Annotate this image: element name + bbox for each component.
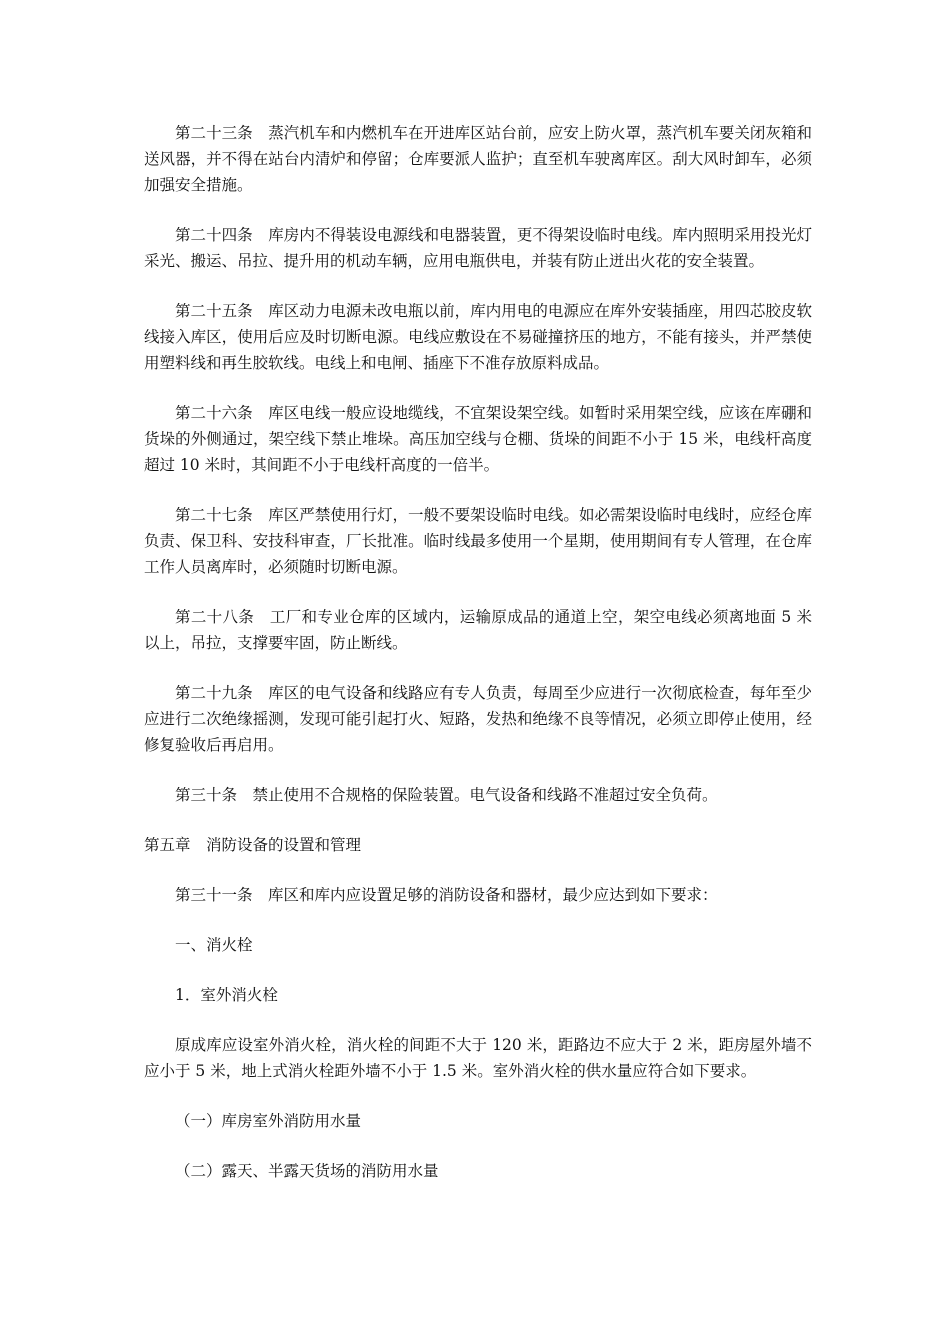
article-26-paragraph: 第二十六条 库区电线一般应设地缆线，不宜架设架空线。如暂时采用架空线，应该在库硼和货垛的外侧通过，架空线下禁止堆垛。高压加空线与仓棚、货垛的间距不小于 15 米，电线杆高度超过 10 米时，其间距不小于电线杆高度的一倍半。 xyxy=(144,404,812,474)
item-warehouse-water-volume: （一）库房室外消防用水量 xyxy=(175,1112,362,1130)
article-24-paragraph: 第二十四条 库房内不得装设电源线和电器装置，更不得架设临时电线。库内照明采用投光灯采光、搬运、吊拉、提升用的机动车辆，应用电瓶供电，并装有防止迸出火花的安全装置。 xyxy=(144,226,812,270)
article-30-paragraph: 第三十条 禁止使用不合规格的保险装置。电气设备和线路不准超过安全负荷。 xyxy=(175,786,718,804)
article-29-paragraph: 第二十九条 库区的电气设备和线路应有专人负责，每周至少应进行一次彻底检查，每年至少应进行二次绝缘摇测，发现可能引起打火、短路，发热和绝缘不良等情况，必须立即停止使用，经修复验收后再启用。 xyxy=(144,684,812,754)
article-23-paragraph: 第二十三条 蒸汽机车和内燃机车在开进库区站台前，应安上防火罩，蒸汽机车要关闭灰箱和送风器，并不得在站台内清炉和停留；仓库要派人监护；直至机车驶离库区。刮大风时卸车，必须加强安全措施。 xyxy=(144,124,812,194)
subsection-outdoor-hydrant-heading: 1．室外消火栓 xyxy=(175,986,278,1004)
article-28-paragraph: 第二十八条 工厂和专业仓库的区域内，运输原成品的通道上空，架空电线必须离地面 5 米以上，吊拉，支撑要牢固，防止断线。 xyxy=(144,608,812,652)
article-31-paragraph: 第三十一条 库区和库内应设置足够的消防设备和器材，最少应达到如下要求： xyxy=(175,886,718,904)
chapter-5-heading: 第五章 消防设备的设置和管理 xyxy=(144,836,362,854)
item-open-yard-water-volume: （二）露天、半露天货场的消防用水量 xyxy=(175,1162,439,1180)
article-25-paragraph: 第二十五条 库区动力电源未改电瓶以前，库内用电的电源应在库外安装插座，用四芯胶皮软线接入库区，使用后应及时切断电源。电线应敷设在不易碰撞挤压的地方，不能有接头，并严禁使用塑料线和再生胶软线。电线上和电闸、插座下不准存放原料成品。 xyxy=(144,302,812,372)
outdoor-hydrant-paragraph: 原成库应设室外消火栓，消火栓的间距不大于 120 米，距路边不应大于 2 米，距房屋外墙不应小于 5 米，地上式消火栓距外墙不小于 1.5 米。室外消火栓的供水量应符合如下要求。 xyxy=(144,1036,812,1080)
section-hydrant-heading: 一、消火栓 xyxy=(175,936,253,954)
article-27-paragraph: 第二十七条 库区严禁使用行灯，一般不要架设临时电线。如必需架设临时电线时，应经仓库负责、保卫科、安技科审查，厂长批准。临时线最多使用一个星期，使用期间有专人管理，在仓库工作人员离库时，必须随时切断电源。 xyxy=(144,506,812,576)
document-body xyxy=(144,120,812,1208)
